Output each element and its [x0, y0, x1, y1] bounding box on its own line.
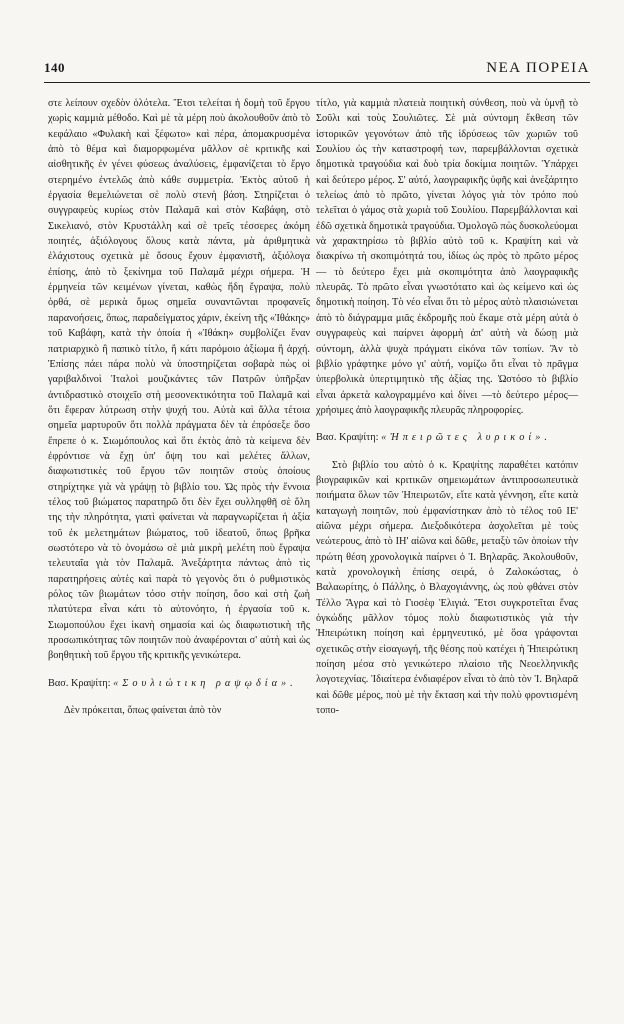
right-column	[316, 96, 578, 718]
right-paragraph-1: τίτλο, γιὰ καμμιὰ πλατειὰ ποιητικὴ σύνθεση, ποὺ νὰ ὑμνῇ τὸ Σοῦλι καὶ τοὺς Σουλιῶτες. Σὲ μιὰ σύντομη ἔκθεση τῶν ἱστορικῶν γεγονότων ἀπὸ τῆς ἱδρύσεως τῶν χωριῶν τοῦ Σουλίου ὡς τὴν καταστροφή των, παρεμβάλλονται σχετικὰ δημοτικὰ τραγούδια καὶ δυὸ τρία δοκίμια ποιητῶν. Ὑπάρχει καὶ δεύτερο μέρος. Σ' αὐτό, λαογραφικῆς ὑφῆς καὶ ἀνεξάρτητο τελείως ἀπὸ τὸ πρῶτο, γίνεται λόγος γιὰ τὸν τρόπο ποὺ τελεῖται ὁ γάμος στὰ χωριὰ τοῦ Σουλίου. Παρεμβάλλονται καὶ ἐδῶ σχετικὰ δημοτικὰ τραγούδια. Ὁμολογῶ πὼς δυσκολεύομαι νὰ χαρακτηρίσω τὸ βιβλίο αὐτὸ τοῦ κ. Κραψίτη καὶ νὰ διακρίνω τὴ σκοπιμότητά του, ἰδίως ὡς πρὸς τὸ πρῶτο μέρος — τὸ δεύτερο ἔχει μιὰ σκοπιμότητα ἀπὸ λαογραφικῆς πλευρᾶς. Τὸ πρῶτο εἶναι γνωστότατο καὶ ὡς κείμενο καὶ ὡς δημοτικὴ ποίηση. Τὸ νέο εἶναι ὅτι τὸ μέρος αὐτὸ πλαισιώνεται ἀπὸ τὸ διάγραμμα μιᾶς ἐκδρομῆς ποὺ ἔκαμε στὰ μέρη αὐτὰ ὁ συγγραφεὺς καὶ παίρνει ἀφορμὴ ἀπ' αὐτὴ νὰ δώσῃ μιὰ σύντομη, ἀλλὰ ψυχὰ πράγματι εἰκόνα τῶν τοπίων. Ἂν τὸ βιβλίο γράφτηκε μόνο γι' αὐτή, νομίζω ὅτι εἶναι τὸ πρᾶγμα ὑπερβολικὰ ὑπερτιμητικὸ τῆς ἀξίας της. Ὡστόσο τὸ βιβλίο εἶναι ἀρκετὰ καλογραμμένο καὶ δίνει —τὸ δεύτερο μέρος— χρήσιμες ἀπὸ λαογραφικῆς πλευρᾶς πληροφορίες.	[316, 98, 578, 416]
review-heading-ipirotes	[316, 430, 578, 445]
review-heading-author: Βασ. Κραψίτη:	[48, 677, 111, 689]
left-column	[48, 96, 310, 718]
page-number: 140	[44, 60, 65, 75]
review-heading-title: «Σουλιώτικη ραψῳδία».	[113, 677, 297, 689]
review-heading-author: Βασ. Κραψίτη:	[316, 432, 379, 444]
review-heading-souliotiki	[48, 676, 310, 691]
journal-title: ΝΕΑ ΠΟΡΕΙΑ	[486, 60, 590, 76]
right-paragraph-2: Στὸ βιβλίο του αὐτὸ ὁ κ. Κραψίτης παραθέτει κατόπιν βιογραφικῶν καὶ κριτικῶν σημειωμάτων ἀντιπροσωπευτικὰ ποιήματα ὅλων τῶν Ἠπειρωτῶν, εἴτε κατὰ γέννηση, εἴτε κατὰ καταγωγὴ ποιητῶν, ποὺ ἐμφανίστηκαν ἀπὸ τὸ τέλος τοῦ ΙΕ' αἰῶνα μέχρι σήμερα. Διεξοδικότερα ἀσχολεῖται μὲ τοὺς νεώτερους, ἀπὸ τὸ ΙΗ' αἰῶνα καὶ δῶθε, μεταξὺ τῶν ὁποίων τὴν πρώτη θέση χρονολογικὰ παίρνει ὁ Ἰ. Βηλαρᾶς. Ἀκολουθοῦν, κατὰ χρονολογικὴ ἐπίσης σειρά, ὁ Ζαλοκώστας, ὁ Βαλαωρίτης, ὁ Πάλλης, ὁ Βλαχογιάννης, ὡς ποὺ φθάνει στὸν Τέλλο Ἄγρα καὶ τὸ Γιοσὲφ Ἐλιγιά. Ἔτσι συγκροτεῖται ἕνας ὀγκώδης μᾶλλον τόμος πολὺ διαφωτιστικὸς γιὰ τὴν Ἠπειρώτικη ποίηση καὶ ἑρμηνευτικό, μὲ ὅσα γράφονται σχετικῶς στὴν εἰσαγωγή, τῆς θέσης ποὺ κατέχει ἡ Ἠπειρώτικη ποίηση μέσα στὸ γενικώτερο πλαίσιο τῆς Νεοελληνικῆς λογοτεχνίας. Ἰδιαίτερα ἐνδιαφέρον εἶναι τὸ ἀπὸ τὸν Ἰ. Βηλαρᾶ καὶ δῶθε μέρος, ποὺ μὲ τὴν ἔκταση καὶ τὴν πολὺ φροντισμένη τοπο-	[316, 459, 578, 717]
page-header	[44, 60, 590, 83]
left-paragraph-2: Δὲν πρόκειται, ὅπως φαίνεται ἀπὸ τὸν	[64, 705, 222, 717]
left-paragraph-1: στε λείπουν σχεδὸν ὁλότελα. Ἔτσι τελείται ἡ δομὴ τοῦ ἔργου χωρὶς καμμιὰ μέθοδο. Καὶ μὲ τὰ μέρη ποὺ ἀκολουθοῦν ἀπὸ τὸ κεφάλαιο «Φυλακὴ καὶ ξέφωτο» καὶ πέρα, ἀπομακρυσμένα ἀπὸ τὸ θέμα καὶ διαμορφωμένα μᾶλλον σὲ κριτικῆς καὶ αἰσθητικῆς ἐν γένει φύσεως ἀναλύσεις, ἐμφανίζεται τὸ ἔργο στερημένο ἐντελῶς ἀπὸ κάθε συμμετρία. Ἐκτὸς αὐτοῦ ἡ ἐργασία θεμελιώνεται σὲ πολὺ στενὴ βάση. Στηρίζεται ὁ συγγραφεὺς κυρίως στὸν Παλαμᾶ καὶ στὸν Καβάφη, στὸ Σικελιανό, στὸν Κρυστάλλη καὶ σὲ τρεῖς τέσσερες ἀκόμη ποιητές, ἀξιόλογους ὅλους κατὰ πάντα, μὰ ἀριθμητικὰ ἐλάχιστους σχετικὰ μὲ ὅσους ἔχουν ἐμφανιστῆ, ἀξιόλογα ἐπίσης, ἀπὸ τὸ ξεκίνημα τοῦ Παλαμᾶ μέχρι σήμερα. Ἡ ἑρμηνεία τῶν κειμένων γίνεται, καθὼς ἤδη ἔγραψα, πολὺ ὀρθά, σὲ μερικὰ ὅμως σημεῖα συναντῶνται προφανεῖς παρανοήσεις, ὅπως, παραδείγματος χάριν, ἐκείνη τῆς «Ἰθάκης» τοῦ Καβάφη, κατὰ τὴν ὁποία ἡ «Ἰθάκη» συμβολίζει ἕναν πατριαρχικὸ ἢ παπικὸ τίτλο, ἢ κάτι παρόμοιο ἀξίωμα ἢ ἀρχή. Ἐπίσης πάει πάρα πολὺ νὰ ὑποστηρίζεται σοβαρὰ πὼς οἱ γαριβαλδινοὶ Ἰταλοὶ μουζικάντες τῶν Πατρῶν ὑπῆρξαν ἀντιδραστικὸ στοιχεῖο στὴ μεσονεκτικότητα τοῦ Παλαμᾶ καὶ ὅτι ἔφεραν λύτρωση στὴν ψυχή του. Αὐτὰ καὶ ἄλλα τέτοια σημεῖα μαρτυροῦν ὅτι πολλὰ πράγματα δὲν τὰ ἐπρόσεξε ὅσο ἔπρεπε ὁ κ. Σιωμόπουλος καὶ ὅτι ἐκτὸς ἀπὸ τὰ κείμενα δὲν ἐφρόντισε νὰ ἔχῃ ὑπ' ὄψη του καὶ μελέτες ἄλλων, διαφωτιστικὲς τοῦ ἔργου τῶν ποιητῶν στοὺς ὁποίους στηρίχτηκε γιὰ νὰ γράψῃ τὸ βιβλίο του. Ὡς πρὸς τὴν ἔννοια τέλος τοῦ βιώματος παρατηρῶ ὅτι δὲν ἔχει συλληφθῆ σὲ ὅλη της τὴν πληρότητα, γιατὶ φαίνεται νὰ παραγνωρίζεται ἡ ἀξία τοῦ ἐκ μελετημάτων βιώματος, τοῦ ἰδεατοῦ, ὅπως βρῆκα σωστότερο νὰ τὸ ὀνομάσω σὲ μιὰ μικρὴ μελέτη ποὺ ἔγραψα τελευταῖα γιὰ τὸν Παλαμᾶ. Ἀνεξάρτητα πάντως ἀπὸ τὶς παρατηρήσεις αὐτὲς καὶ παρὰ τὸ γεγονὸς ὅτι ὁ ρυθμιστικὸς ρόλος τῶν βιωμάτων τόσο στὴν ποίηση, ὅσο καὶ στὴ ζωὴ πλατύτερα εἶναι κάτι τὸ αὐτονόητο, ἡ ἐργασία τοῦ κ. Σιωμοπούλου ἔχει ἱκανὴ σημασία καὶ ὡς διαφωτιστικὴ τῆς προσωπικότητας τῶν ποιητῶν ποὺ ἀναφέρονται σ' αὐτὴ καὶ ὡς βοηθητικὴ τοῦ ἔργου τῆς κριτικῆς γενικώτερα.	[48, 98, 310, 662]
review-heading-title: «Ἠπειρῶτες λυρικοί».	[381, 432, 551, 444]
